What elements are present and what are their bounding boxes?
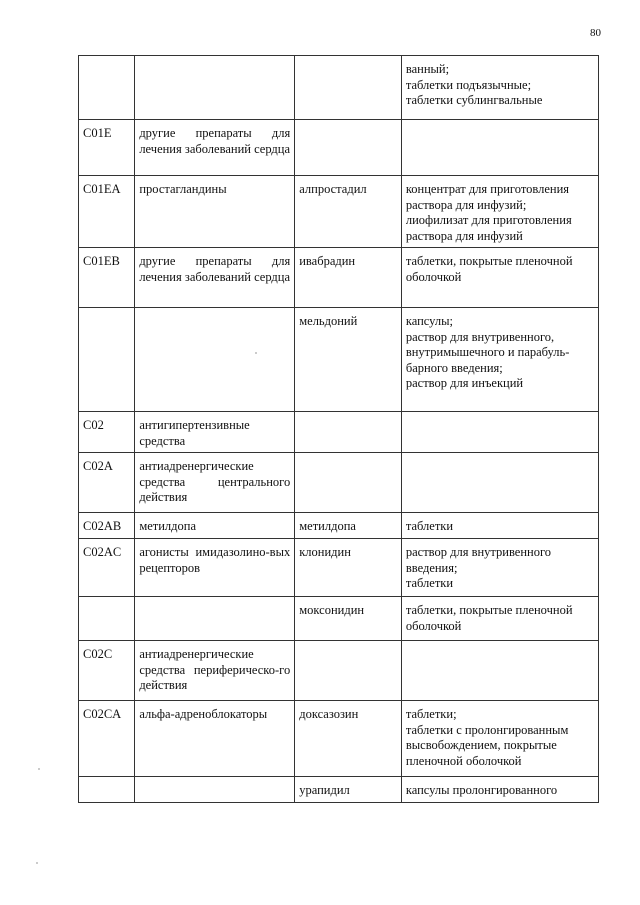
- dosage-form: таблетки;: [405, 707, 457, 721]
- dosage-forms: [401, 120, 598, 176]
- table-row: [79, 453, 599, 513]
- dosage-forms: [401, 308, 598, 412]
- table-row: [79, 308, 599, 412]
- scan-speck: [36, 862, 38, 864]
- table-row: [79, 597, 599, 641]
- group-name: другие препараты для лечения заболеваний сердца: [135, 120, 295, 176]
- atc-code: [79, 777, 135, 803]
- substance-name: мельдоний: [295, 308, 402, 412]
- group-name: агонисты имидазолино-вых рецепторов: [135, 539, 295, 597]
- group-name: [135, 56, 295, 120]
- dosage-form: раствор для инъекций: [405, 376, 524, 390]
- atc-code: C01EB: [79, 248, 135, 308]
- substance-name: алпростадил: [295, 176, 402, 248]
- dosage-form: раствор для внутривенного введения;: [405, 545, 552, 575]
- substance-name: метилдопа: [295, 513, 402, 539]
- atc-code: [79, 56, 135, 120]
- substance-name: ивабрадин: [295, 248, 402, 308]
- dosage-forms: [401, 597, 598, 641]
- atc-code: [79, 597, 135, 641]
- table-row: [79, 539, 599, 597]
- substance-name: [295, 453, 402, 513]
- group-name: [135, 777, 295, 803]
- dosage-forms: [401, 453, 598, 513]
- dosage-forms: [401, 56, 598, 120]
- dosage-forms: [401, 248, 598, 308]
- dosage-forms: [401, 176, 598, 248]
- dosage-forms: [401, 777, 598, 803]
- drug-table: [78, 55, 599, 803]
- dosage-form: капсулы пролонгированного: [405, 783, 558, 797]
- atc-code: C01E: [79, 120, 135, 176]
- table-row: [79, 248, 599, 308]
- substance-name: доксазозин: [295, 701, 402, 777]
- atc-code: [79, 308, 135, 412]
- group-name: альфа-адреноблокаторы: [135, 701, 295, 777]
- dosage-form: таблетки с пролонгированным высвобождением, покрытые пленочной оболочкой: [405, 722, 569, 768]
- atc-code: C02: [79, 412, 135, 453]
- dosage-forms: [401, 412, 598, 453]
- table-row: [79, 701, 599, 777]
- atc-code: C02A: [79, 453, 135, 513]
- substance-name: [295, 412, 402, 453]
- scan-speck: [38, 768, 40, 770]
- dosage-form: таблетки сублингвальные: [405, 93, 543, 107]
- group-name: метилдопа: [135, 513, 295, 539]
- atc-code: C02AB: [79, 513, 135, 539]
- substance-name: [295, 641, 402, 701]
- dosage-forms: [401, 513, 598, 539]
- dosage-form: таблетки, покрытые пленочной оболочкой: [405, 603, 573, 633]
- table-row: [79, 176, 599, 248]
- substance-name: моксонидин: [295, 597, 402, 641]
- dosage-forms: [401, 539, 598, 597]
- group-name: [135, 308, 295, 412]
- page-number: 80: [590, 27, 601, 39]
- dosage-forms: [401, 701, 598, 777]
- group-name: другие препараты для лечения заболеваний сердца: [135, 248, 295, 308]
- substance-name: клонидин: [295, 539, 402, 597]
- atc-code: C02AC: [79, 539, 135, 597]
- table-row: [79, 412, 599, 453]
- dosage-form: таблетки: [405, 519, 454, 533]
- dosage-forms: [401, 641, 598, 701]
- dosage-form: лиофилизат для приготовления раствора для инфузий: [405, 213, 572, 243]
- group-name: антигипертензивные средства: [135, 412, 295, 453]
- table-row: [79, 120, 599, 176]
- scan-speck: [255, 352, 257, 354]
- dosage-form: ванный;: [405, 62, 450, 76]
- table-row: [79, 777, 599, 803]
- group-name: простагландины: [135, 176, 295, 248]
- table-row: [79, 513, 599, 539]
- dosage-form: раствор для внутривенного, внутримышечного и парабуль-барного введения;: [405, 329, 570, 375]
- substance-name: [295, 120, 402, 176]
- dosage-form: таблетки, покрытые пленочной оболочкой: [405, 254, 573, 284]
- substance-name: урапидил: [295, 777, 402, 803]
- atc-code: C01EA: [79, 176, 135, 248]
- group-name: антиадренергические средства центрального действия: [135, 453, 295, 513]
- dosage-form: капсулы;: [405, 314, 453, 328]
- dosage-form: концентрат для приготовления раствора для инфузий;: [405, 182, 570, 212]
- table-row: [79, 641, 599, 701]
- substance-name: [295, 56, 402, 120]
- group-name: [135, 597, 295, 641]
- dosage-form: таблетки: [405, 576, 454, 590]
- atc-code: C02C: [79, 641, 135, 701]
- dosage-form: таблетки подъязычные;: [405, 77, 532, 92]
- table-row: [79, 56, 599, 120]
- atc-code: C02CA: [79, 701, 135, 777]
- group-name: антиадренергические средства периферическо-го действия: [135, 641, 295, 701]
